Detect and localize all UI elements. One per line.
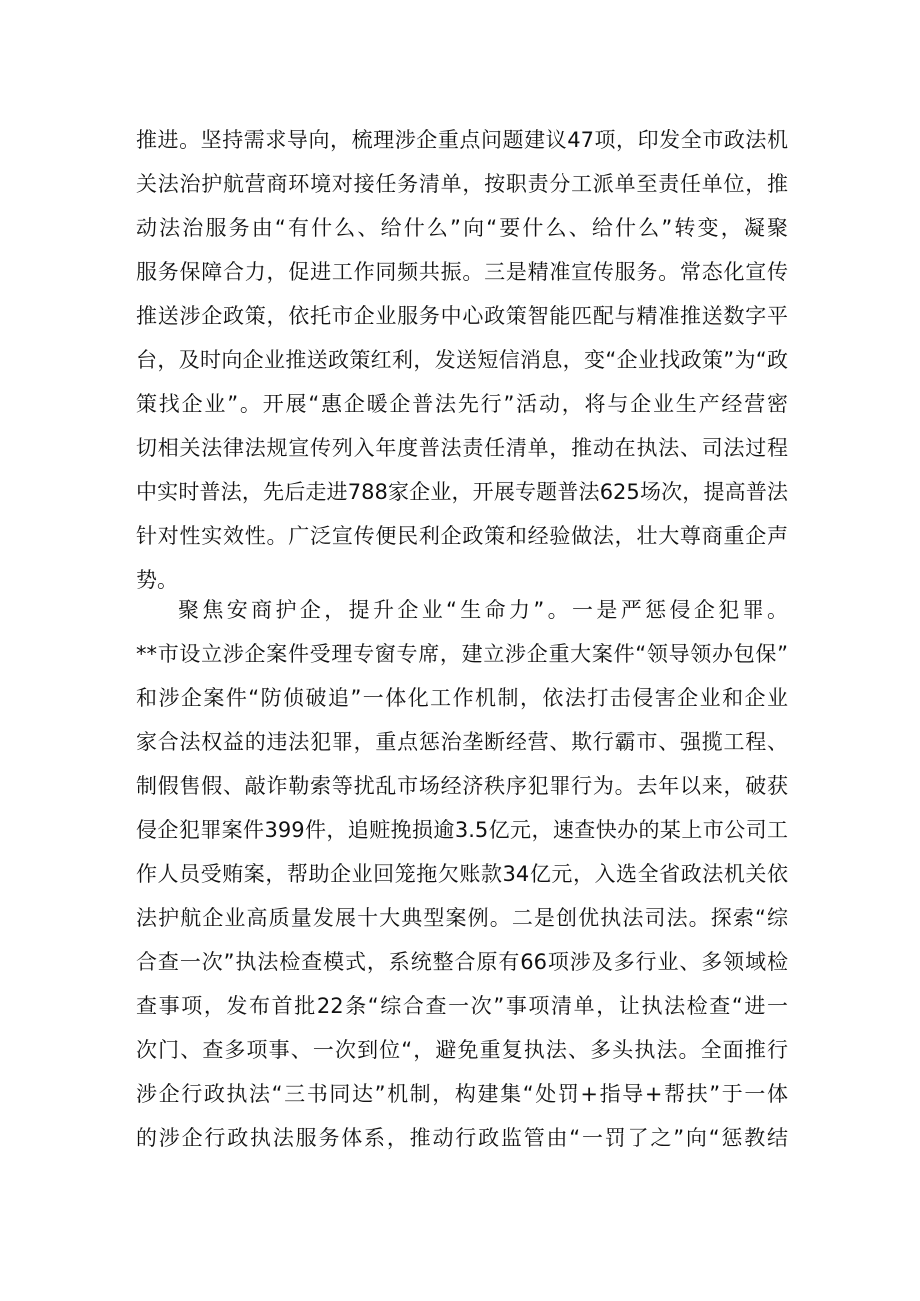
text-line: 针对性实效性。广泛宣传便民利企政策和经验做法，壮大尊商重企声 — [136, 524, 788, 548]
paragraph-policy-publicity — [136, 118, 788, 602]
text-line: 家合法权益的违法犯罪，重点惩治垄断经营、欺行霸市、强揽工程、 — [136, 730, 788, 754]
text-line: 合查一次”执法检查模式，系统整合原有66项涉及多行业、多领域检 — [136, 950, 788, 974]
text-line: 关法治护航营商环境对接任务清单，按职责分工派单至责任单位，推 — [136, 172, 788, 196]
text-line: 势。 — [136, 568, 178, 592]
text-line: 推送涉企政策，依托市企业服务中心政策智能匹配与精准推送数字平 — [136, 304, 788, 328]
text-line: 制假售假、敲诈勒索等扰乱市场经济秩序犯罪行为。去年以来，破获 — [136, 774, 788, 798]
text-line: 侵企犯罪案件399件，追赃挽损逾3.5亿元，速查快办的某上市公司工 — [136, 818, 788, 842]
paragraph-business-protection — [136, 588, 788, 1160]
text-line: 台，及时向企业推送政策红利，发送短信消息，变“企业找政策”为“政 — [136, 348, 788, 372]
text-line: 聚焦安商护企，提升企业“生命力”。一是严惩侵企犯罪。 — [178, 598, 788, 622]
text-line: 推进。坚持需求导向，梳理涉企重点问题建议47项，印发全市政法机 — [136, 128, 788, 152]
text-line: 次门、查多项事、一次到位“，避免重复执法、多头执法。全面推行 — [136, 1038, 788, 1062]
text-line: 法护航企业高质量发展十大典型案例。二是创优执法司法。探索“综 — [136, 906, 788, 930]
text-line: 切相关法律法规宣传列入年度普法责任清单，推动在执法、司法过程 — [136, 436, 788, 460]
text-line: 和涉企案件“防侦破追”一体化工作机制，依法打击侵害企业和企业 — [136, 686, 788, 710]
text-line: 的涉企行政执法服务体系，推动行政监管由“一罚了之”向“惩教结 — [136, 1126, 788, 1150]
text-line: 涉企行政执法“三书同达”机制，构建集“处罚+指导+帮扶”于一体 — [136, 1082, 788, 1106]
text-line: 服务保障合力，促进工作同频共振。三是精准宣传服务。常态化宣传 — [136, 260, 788, 284]
text-line: 中实时普法，先后走进788家企业，开展专题普法625场次，提高普法 — [136, 480, 788, 504]
text-line: 动法治服务由“有什么、给什么”向“要什么、给什么”转变，凝聚 — [136, 216, 788, 240]
text-line: 查事项，发布首批22条“综合查一次”事项清单，让执法检查“进一 — [136, 994, 788, 1018]
text-line: **市设立涉企案件受理专窗专席，建立涉企重大案件“领导领办包保” — [136, 642, 788, 666]
text-line: 作人员受贿案，帮助企业回笼拖欠账款34亿元，入选全省政法机关依 — [136, 862, 788, 886]
text-line: 策找企业”。开展“惠企暖企普法先行”活动，将与企业生产经营密 — [136, 392, 788, 416]
